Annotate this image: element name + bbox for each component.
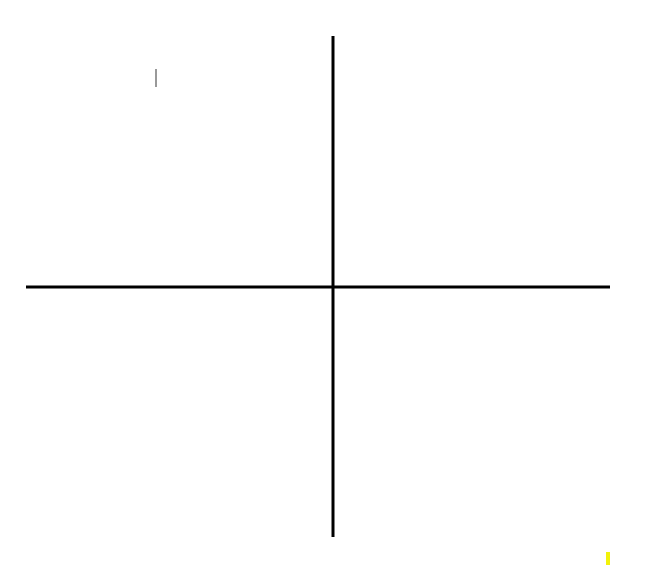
credit-author xyxy=(606,552,610,565)
credit-line xyxy=(606,552,610,565)
